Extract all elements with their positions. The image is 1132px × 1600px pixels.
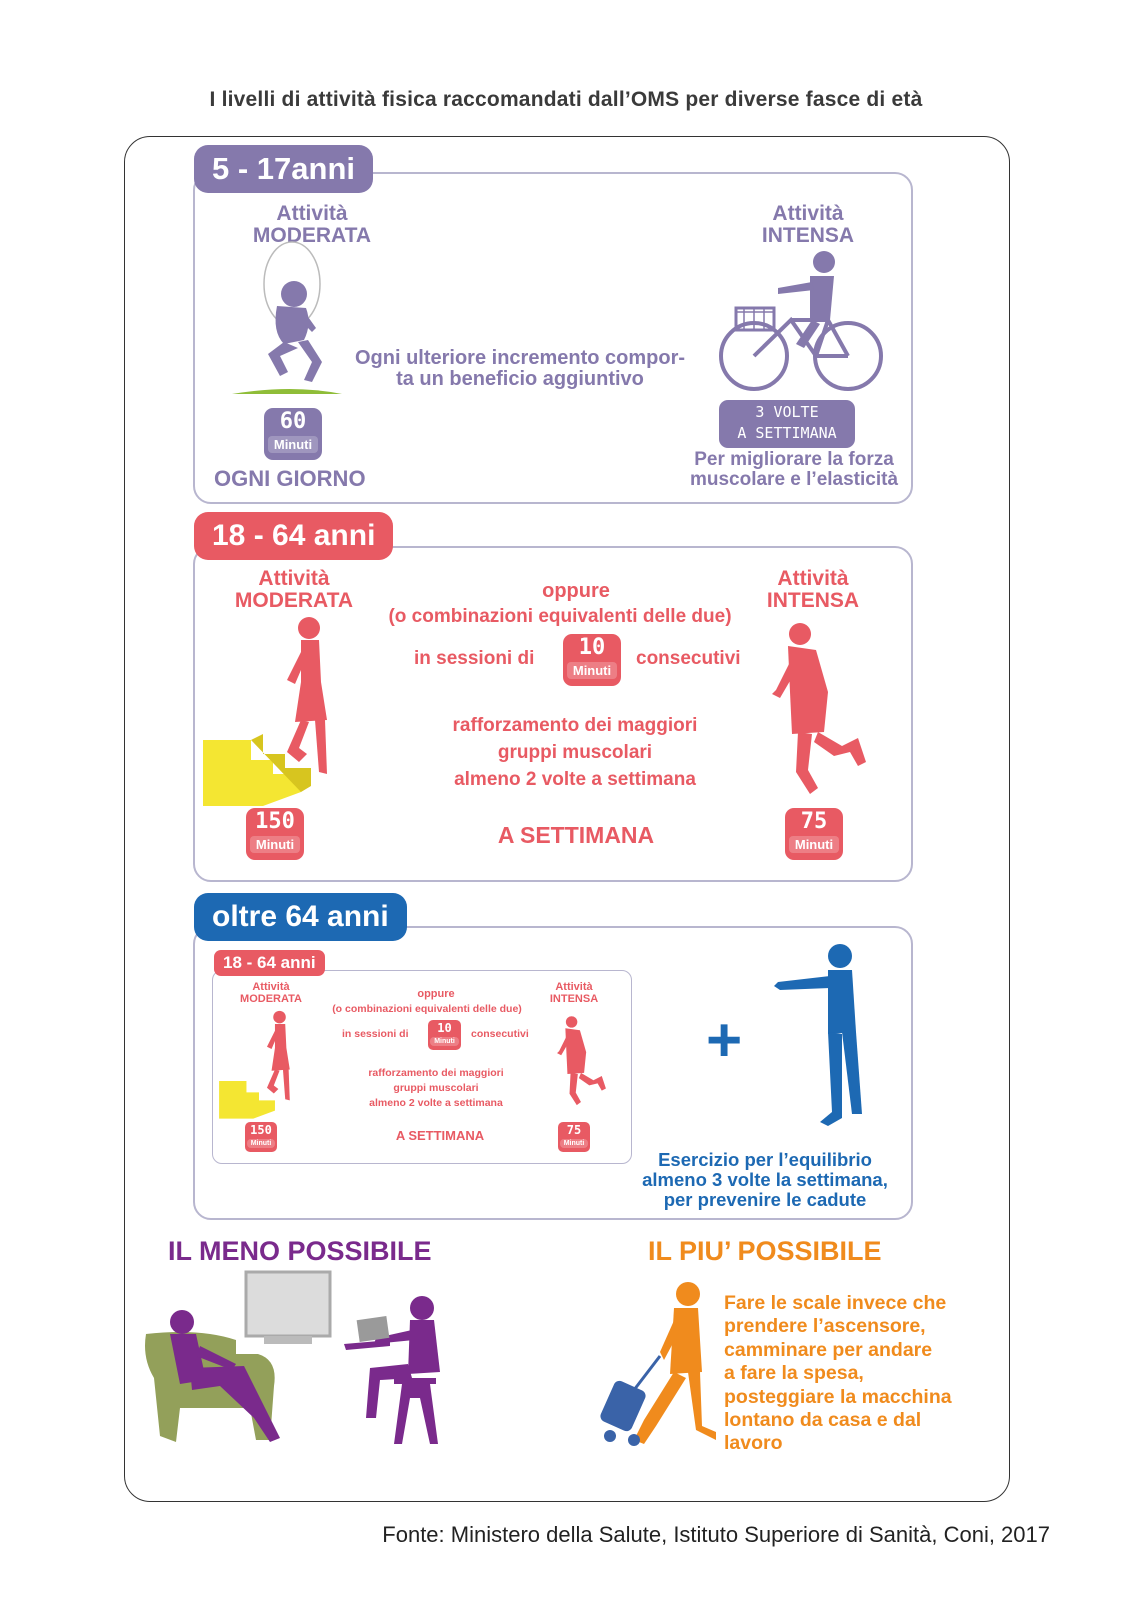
more-line-2: prendere l’ascensore,: [724, 1315, 926, 1338]
sec2-150-minutes-badge: [246, 808, 304, 860]
sec2-intense-label-line2: INTENSA: [766, 589, 860, 613]
mini-sessions-pre: in sessioni di: [342, 1028, 409, 1040]
section-over-64-tab: oltre 64 anni: [194, 893, 407, 941]
more-line-7: lavoro: [724, 1432, 783, 1455]
less-possible-title: IL MENO POSSIBILE: [168, 1236, 432, 1266]
sec2-or: oppure: [542, 580, 610, 602]
sec1-strength-line2: muscolare e l’elasticità: [689, 469, 899, 490]
mini-or: oppure: [417, 988, 455, 1000]
running-man-icon: [770, 622, 870, 800]
mini-moderate-label: [225, 982, 317, 1005]
mini-strength-line1: rafforzamento dei maggiori: [368, 1067, 504, 1079]
sec1-moderate-label: [232, 203, 392, 247]
mini-per-week: A SETTIMANA: [395, 1128, 485, 1143]
page-title: I livelli di attività fisica raccomandati dall’OMS per diverse fasce di età: [209, 88, 923, 111]
sedentary-tv-laptop-icon: [140, 1268, 470, 1458]
sec1-center-line2: ta un beneficio aggiuntivo: [396, 368, 644, 390]
source-footnote: Fonte: Ministero della Salute, Istituto Superiore di Sanità, Coni, 2017: [382, 1522, 1050, 1547]
sec2-strength-line1: rafforzamento dei maggiori: [452, 715, 698, 736]
balance-man-icon: [772, 942, 872, 1128]
mini-18-64-tab: 18 - 64 anni: [214, 950, 325, 976]
mini-75-number: 75: [566, 1123, 582, 1137]
balance-line1: Esercizio per l’equilibrio: [658, 1149, 872, 1170]
walking-man-luggage-icon: [604, 1280, 724, 1450]
sec1-per-week: A SETTIMANA: [737, 424, 837, 442]
sec1-badge-unit: Minuti: [268, 436, 318, 453]
sec2-strength-line3: almeno 2 volte a settimana: [454, 769, 696, 790]
mini-running-man-icon: [556, 1014, 608, 1110]
more-line-5: posteggiare la macchina: [724, 1385, 952, 1408]
mini-75-minutes-badge: [558, 1122, 590, 1152]
sec2-75-number: 75: [800, 809, 828, 834]
sec1-intense-label: [728, 203, 888, 247]
sec1-intense-label-line1: Attività: [772, 202, 844, 225]
sec1-center-text: [342, 348, 698, 390]
more-line-3: camminare per andare: [724, 1338, 933, 1361]
mini-150-minutes-badge: [245, 1122, 277, 1152]
mini-sessions-post: consecutivi: [471, 1028, 529, 1040]
mini-intense-label-line1: Attività: [555, 981, 593, 993]
sec1-every-day: OGNI GIORNO: [214, 466, 366, 491]
section-5-17-tab: 5 - 17anni: [194, 145, 373, 193]
more-line-6: lontano da casa e dal: [724, 1409, 922, 1432]
sec1-3-times: 3 VOLTE: [755, 403, 819, 421]
sec2-75-minutes-badge: [785, 808, 843, 860]
sec2-strength-text: [400, 712, 750, 793]
sec2-150-number: 150: [255, 809, 295, 834]
sec2-75-unit: Minuti: [789, 836, 839, 853]
section-18-64-tab: 18 - 64 anni: [194, 512, 393, 560]
sec2-per-week: A SETTIMANA: [497, 822, 655, 848]
sec1-intense-label-line2: INTENSA: [761, 224, 855, 248]
sec1-badge-number: 60: [279, 409, 307, 434]
sec1-moderate-label-line1: Attività: [276, 202, 348, 225]
sec1-3-times-week-badge: [719, 400, 855, 448]
sec2-10-unit: Minuti: [567, 662, 617, 679]
mini-10-unit: Minuti: [430, 1037, 459, 1046]
mini-moderate-label-line2: MODERATA: [240, 992, 302, 1005]
mini-combination: (o combinazioni equivalenti delle due): [332, 1003, 522, 1015]
sec1-60-minutes-badge: [264, 408, 322, 460]
mini-10-number: 10: [437, 1021, 452, 1035]
mini-150-unit: Minuti: [247, 1139, 275, 1148]
mini-intense-label-line2: INTENSA: [549, 992, 599, 1005]
sec2-intense-label-line1: Attività: [777, 567, 849, 590]
bicycle-kid-icon: [716, 248, 886, 398]
more-line-1: Fare le scale invece che: [724, 1292, 947, 1314]
balance-line3: per prevenire le cadute: [663, 1189, 867, 1210]
mini-10-minutes-badge: [428, 1020, 461, 1050]
sec2-moderate-label-line2: MODERATA: [234, 589, 354, 613]
sec2-sessions-pre: in sessioni di: [414, 648, 535, 669]
plus-sign: +: [706, 1006, 743, 1075]
more-possible-title: IL PIU’ POSSIBILE: [648, 1236, 882, 1266]
mini-moderate-label-line1: Attività: [252, 981, 290, 993]
more-line-4: a fare la spesa,: [724, 1362, 864, 1385]
sec2-150-unit: Minuti: [250, 836, 300, 853]
sec1-center-line1: Ogni ulteriore incremento compor-: [354, 347, 686, 369]
mini-strength-text: [336, 1066, 536, 1111]
sec2-10-number: 10: [578, 635, 606, 660]
sec2-sessions-post: consecutivi: [636, 648, 741, 669]
sec1-strength-line1: Per migliorare la forza: [694, 449, 894, 470]
balance-text: [620, 1150, 910, 1210]
sec2-strength-line2: gruppi muscolari: [497, 742, 653, 763]
sec2-10-minutes-badge: [563, 634, 621, 686]
more-possible-list: [724, 1292, 952, 1456]
sec2-combination: (o combinazioni equivalenti delle due): [388, 606, 732, 627]
sec2-moderate-label-line1: Attività: [258, 567, 330, 590]
jump-rope-kid-icon: [232, 244, 352, 404]
mini-stairs-woman-icon: [219, 1008, 299, 1122]
balance-line2: almeno 3 volte la settimana,: [642, 1169, 888, 1190]
stairs-woman-icon: [203, 612, 343, 812]
mini-strength-line3: almeno 2 volte a settimana: [369, 1097, 503, 1109]
mini-150-number: 150: [250, 1123, 272, 1137]
mini-intense-label: [528, 982, 620, 1005]
mini-strength-line2: gruppi muscolari: [393, 1082, 479, 1094]
sec1-strength-note: [672, 450, 916, 490]
mini-75-unit: Minuti: [560, 1139, 588, 1148]
sec1-moderate-label-line2: MODERATA: [252, 224, 372, 248]
